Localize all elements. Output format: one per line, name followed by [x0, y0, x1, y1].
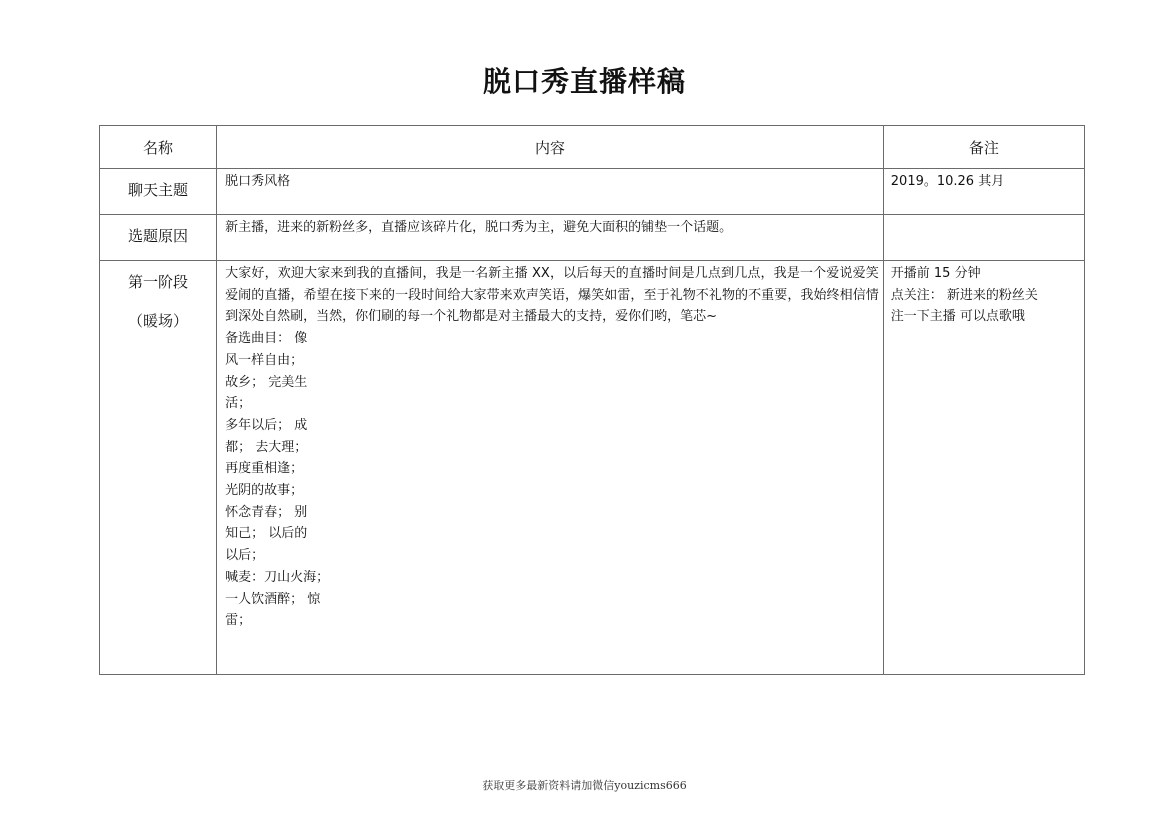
header-note: 备注	[883, 126, 1084, 169]
topic-name-cell	[100, 169, 217, 215]
topic-name: 聊天主题	[128, 181, 189, 199]
song-list	[225, 328, 879, 632]
stage1-intro: 大家好，欢迎大家来到我的直播间，我是一名新主播 XX，以后每天的直播时间是几点到几点，我是一个爱说爱笑爱闹的直播，希望在接下来的一段时间给大家带来欢声笑语，爆笑如雷，至于礼物不礼物的不重要，我始终相信情到深处自然刷，当然，你们刷的每一个礼物都是对主播最大的支持，爱你们哟，笔芯~	[225, 266, 879, 325]
stage1-subtitle: （暖场）	[128, 312, 189, 330]
song-line: 一人饮酒醉； 惊	[225, 591, 321, 607]
song-line: 活；	[225, 396, 252, 412]
song-line: 再度重相逢；	[225, 461, 304, 477]
reason-content: 新主播，进来的新粉丝多，直播应该碎片化，脱口秀为主，避免大面积的铺垫一个话题。	[217, 215, 884, 261]
header-content: 内容	[217, 126, 884, 169]
reason-name-cell	[100, 215, 217, 261]
table-row-topic	[100, 169, 1085, 215]
stage1-note	[883, 261, 1084, 675]
table-header-row	[100, 126, 1085, 169]
reason-note	[883, 215, 1084, 261]
song-line: 怀念青春； 别	[225, 504, 308, 520]
topic-note: 2019。10.26 其月	[883, 169, 1084, 215]
song-line: 以后；	[225, 548, 265, 564]
footer-text: 获取更多最新资料请加微信youzicms666	[482, 779, 687, 792]
document-title: 脱口秀直播样稿	[482, 65, 686, 98]
note-line: 点关注： 新进来的粉丝关	[890, 287, 1038, 303]
note-line: 注一下主播 可以点歌哦	[890, 309, 1025, 325]
song-line: 多年以后； 成	[225, 417, 308, 433]
table-row-reason	[100, 215, 1085, 261]
reason-name: 选题原因	[128, 227, 189, 245]
stage1-name: 第一阶段	[128, 273, 189, 291]
song-line: 风一样自由；	[225, 352, 304, 368]
song-line: 知己； 以后的	[225, 526, 308, 542]
song-line: 都； 去大理；	[225, 439, 308, 455]
song-line: 雷；	[225, 613, 252, 629]
table-row-stage1	[100, 261, 1085, 675]
script-table	[99, 125, 1085, 675]
header-name: 名称	[100, 126, 217, 169]
note-line: 开播前 15 分钟	[890, 266, 981, 281]
song-line: 备选曲目： 像	[225, 331, 308, 347]
song-line: 光阴的故事；	[225, 483, 304, 499]
stage1-name-cell	[100, 261, 217, 675]
stage1-content	[217, 261, 884, 675]
topic-content: 脱口秀风格	[217, 169, 884, 215]
song-line: 喊麦：刀山火海；	[225, 569, 330, 585]
song-line: 故乡； 完美生	[225, 374, 308, 390]
note-list	[891, 263, 1080, 328]
